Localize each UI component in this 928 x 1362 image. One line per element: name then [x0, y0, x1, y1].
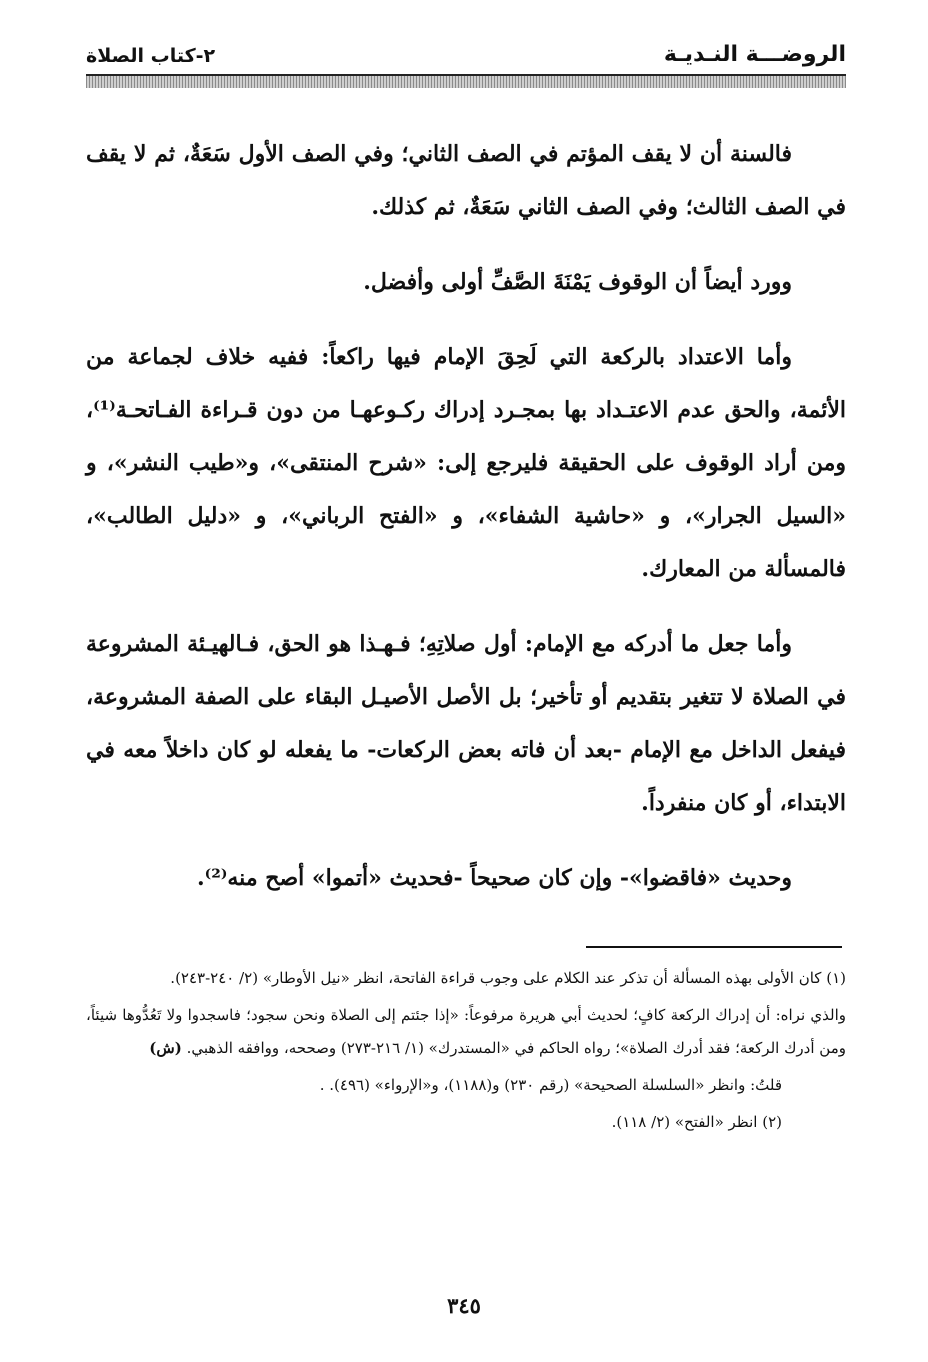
book-title: الروضـــة النـديـة	[663, 42, 846, 67]
paragraph-2: وورد أيضاً أن الوقوف يَمْنَةَ الصَّفِّ أولى وأفضل.	[363, 269, 792, 295]
paragraph-5: وحديث «فاقضوا»- وإن كان صحيحاً -فحديث «أتموا» أصح منه⁽²⁾.	[196, 865, 792, 891]
footnote-1-note: قلتُ: وانظر «السلسلة الصحيحة» (رقم ٢٣٠) و(١١٨٨)، و«الإرواء» (٤٩٦). .	[319, 1076, 782, 1094]
paragraph-4: وأما جعل ما أدركه مع الإمام: أول صلاتِهِ؛ فـهـذا هو الحق، فـالهيـئة المشروعة في الصلاة لا تتغير بتقديم أو تأخير؛ بل الأصل الأصيـل البقاء على الصفة المشروعة، فيفعل الداخل مع الإمام -بعد أن فاته بعض الركعات- ما يفعله لو كان داخلاً معه في الابتداء، أو كان منفرداً.	[86, 631, 846, 816]
running-header	[86, 38, 846, 74]
footnote-1-commentary	[86, 999, 846, 1065]
footnote-1: (١) كان الأولى بهذه المسألة أن تذكر عند الكلام على وجوب قراءة الفاتحة، انظر «نيل الأوطار» (٢/ ٢٤٠-٢٤٣).	[170, 969, 846, 987]
footnote-1-commentary-text: والذي نراه: أن إدراك الركعة كافٍ؛ لحديث أبي هريرة مرفوعاً: «إذا جئتم إلى الصلاة ونحن سجود؛ فاسجدوا ولا تَعُدُّوها شيئاً، ومن أدرك الركعة؛ فقد أدرك الصلاة»؛ رواه الحاكم في «المستدرك» (١/ ٢١٦-٢٧٣) وصححه، ووافقه الذهبي.	[86, 1006, 846, 1057]
header-rule	[86, 74, 846, 88]
paragraph-1: فالسنة أن لا يقف المؤتم في الصف الثاني؛ وفي الصف الأول سَعَةٌ، ثم لا يقف في الصف الثالث؛ وفي الصف الثاني سَعَةٌ، ثم كذلك.	[86, 141, 846, 220]
footnote-2: (٢) انظر «الفتح» (٢/ ١١٨).	[611, 1113, 782, 1131]
chapter-title: ٢-كتاب الصلاة	[86, 45, 216, 67]
page-number: ٣٤٥	[447, 1293, 481, 1318]
footnote-separator	[586, 946, 842, 948]
footnotes	[86, 962, 846, 1143]
footnote-1-commentary-symbol: (ش)	[149, 1039, 182, 1057]
main-text	[86, 128, 846, 927]
paragraph-3: وأما الاعتداد بالركعة التي لَحِقَ الإمام فيها راكعاً: ففيه خلاف لجماعة من الأئمة، والحق عدم الاعتـداد بها بمجـرد إدراك ركـوعهـا من دون قـراءة الفـاتحـة⁽¹⁾، ومن أراد الوقوف على الحقيقة فليرجع إلى: «شرح المنتقى»، و«طيب النشر»، و «السيل الجرار»، و «حاشية الشفاء»، و «الفتح الرباني»، و «دليل الطالب»، فالمسألة من المعارك.	[86, 344, 846, 582]
